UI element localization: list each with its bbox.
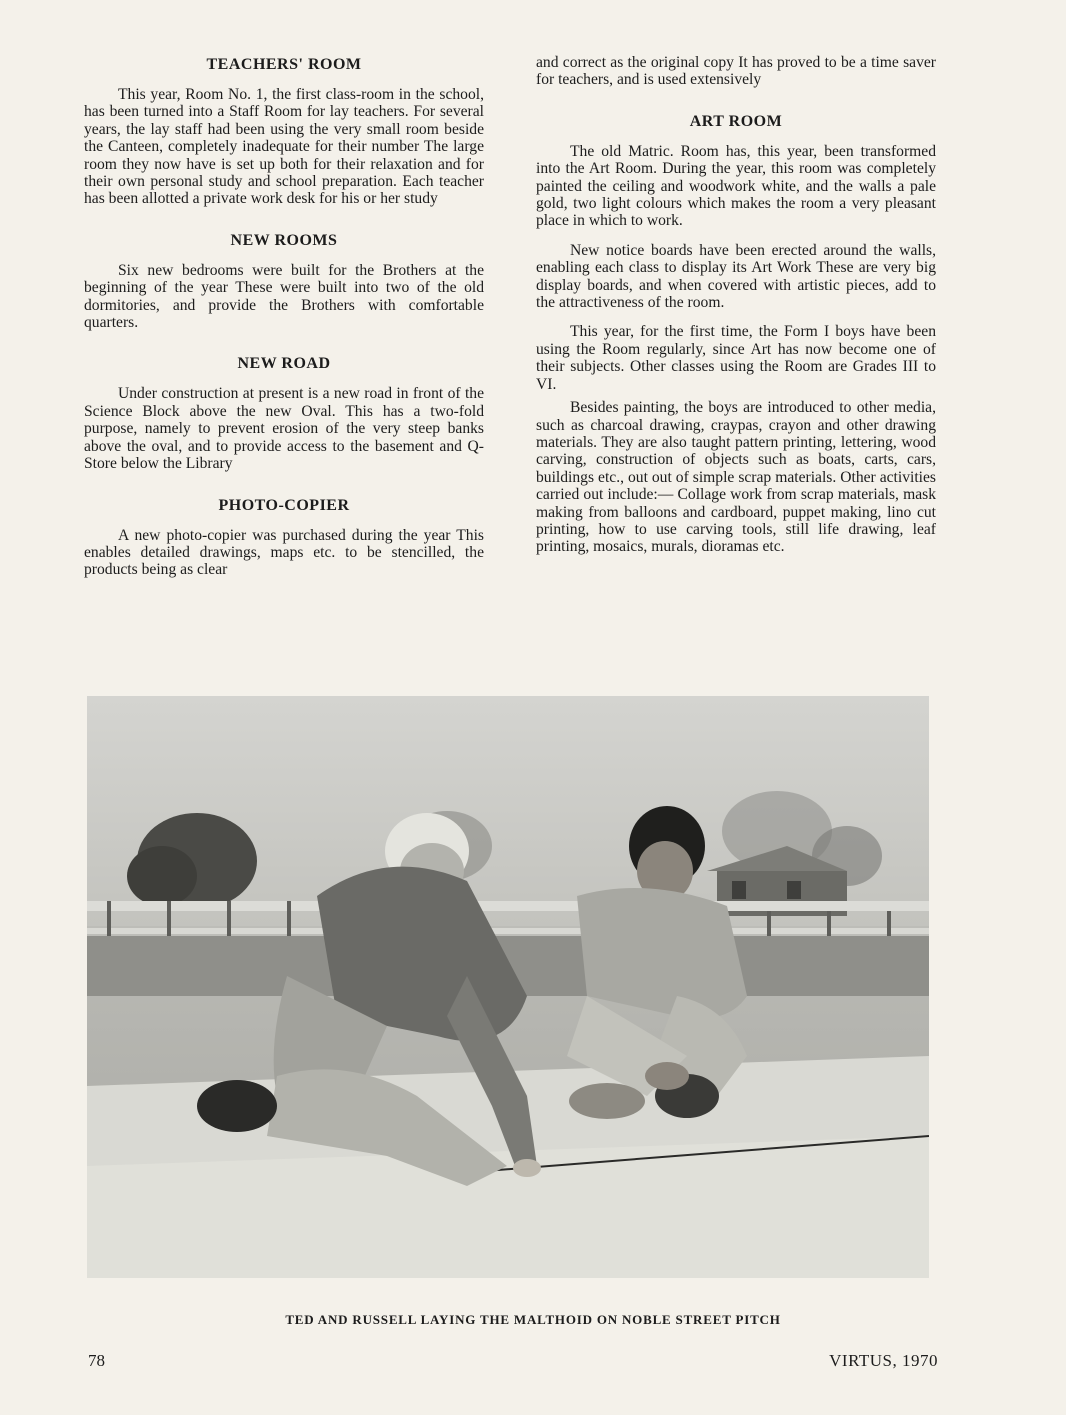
left-column <box>84 54 484 601</box>
section-paragraph: Six new bedrooms were built for the Brothers at the beginning of the year These were built into two of the old dormitories, and provide the Brothers with comfortable quarters. <box>84 261 484 332</box>
section-teachers-room <box>84 54 484 208</box>
section-heading: NEW ROOMS <box>230 231 338 249</box>
section-paragraph: Besides painting, the boys are introduced to other media, such as charcoal drawing, craypas, crayon and other drawing materials. They are also taught pattern printing, lettering, wood carving, construction of objects such as boats, carts, cars, buildings etc., out out of simple scrap materials. Other activities carried out include:— Collage work from scrap materials, mask making from balloons and cardboard, puppet making, lino cut printing, how to use carving tools, still life drawing, leaf printing, mosaics, murals, dioramas etc. <box>536 399 936 556</box>
photo-caption: TED AND RUSSELL LAYING THE MALTHOID ON NOBLE STREET PITCH <box>285 1312 781 1327</box>
publication-name: VIRTUS, 1970 <box>829 1351 938 1370</box>
section-paragraph: This year, for the first time, the Form I boys have been using the Room regularly, since Art has now become one of their subjects. Other classes using the Room are Grades III to VI. <box>536 323 936 393</box>
page-number: 78 <box>88 1351 105 1370</box>
section-paragraph: New notice boards have been erected around the walls, enabling each class to display its Art Work These are very big display boards, and when covered with artistic pieces, add to the attractiveness of the room. <box>536 241 936 312</box>
section-new-road <box>84 353 484 472</box>
section-paragraph: Under construction at present is a new road in front of the Science Block above the new Oval. This has a two-fold purpose, namely to prevent erosion of the very steep banks above the oval, and to provide access to the basement and Q-Store below the Library <box>84 385 484 473</box>
section-heading: PHOTO-COPIER <box>218 496 350 514</box>
section-paragraph: The old Matric. Room has, this year, been transformed into the Art Room. During the year, this room was completely painted the ceiling and woodwork white, and the walls a pale gold, two light colours which makes the room a very pleasant place in which to work. <box>536 142 936 230</box>
section-heading: NEW ROAD <box>237 355 331 373</box>
right-column <box>536 54 936 578</box>
section-heading: TEACHERS' ROOM <box>206 56 362 73</box>
section-paragraph: A new photo-copier was purchased during the year This enables detailed drawings, maps etc. to be stencilled, the products being as clear <box>84 526 484 579</box>
section-photo-copier <box>84 495 484 579</box>
section-art-room <box>536 111 936 556</box>
section-heading: ART ROOM <box>689 112 783 130</box>
section-new-rooms <box>84 230 484 332</box>
section-paragraph: This year, Room No. 1, the first class-room in the school, has been turned into a Staff Room for lay teachers. For several years, the lay staff had been using the very small room beside the Canteen, completely inadequate for their number The large room they now have is set up both for their relaxation and for their own personal study and school preparation. Each teacher has been allotted a private work desk for his or her study <box>84 86 484 208</box>
photograph-men-laying-malthoid <box>87 696 929 1278</box>
continuation-paragraph: and correct as the original copy It has proved to be a time saver for teachers, and is used extensively <box>536 54 936 89</box>
